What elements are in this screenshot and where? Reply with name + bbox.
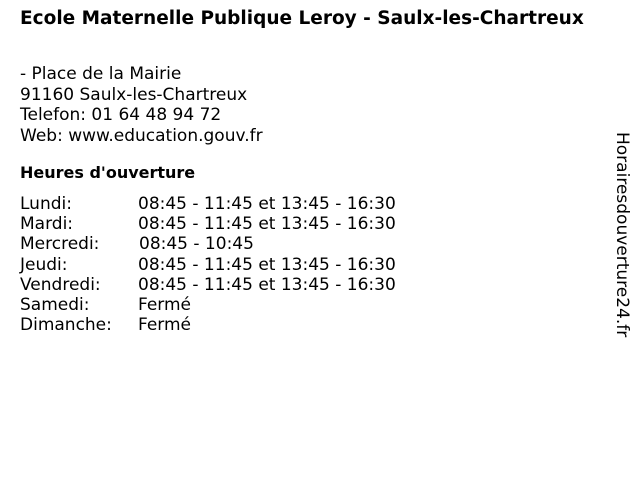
- hours-heading: Heures d'ouverture: [20, 163, 196, 182]
- day-label: Lundi:: [20, 194, 72, 214]
- day-label: Mardi:: [20, 214, 74, 235]
- time-value: 08:45 - 11:45 et 13:45 - 16:30: [138, 194, 396, 214]
- time-value: 08:45 - 11:45 et 13:45 - 16:30: [138, 214, 396, 235]
- time-value: 08:45 - 11:45 et 13:45 - 16:30: [138, 254, 396, 275]
- website: Web: www.education.gouv.fr: [20, 125, 263, 146]
- time-value: Fermé: [138, 294, 192, 315]
- time-value: 08:45 - 11:45 et 13:45 - 16:30: [138, 274, 396, 295]
- address-city: 91160 Saulx-les-Chartreux: [20, 84, 248, 105]
- day-label: Mercredi:: [20, 234, 100, 255]
- time-value: Fermé: [138, 315, 192, 336]
- page-title: Ecole Maternelle Publique Leroy - Saulx-les-Chartreux: [20, 8, 584, 29]
- address-street: - Place de la Mairie: [20, 64, 182, 84]
- day-label: Samedi:: [20, 294, 90, 315]
- site-watermark: Horairesdouverture24.fr: [612, 132, 632, 338]
- address-block: [20, 64, 263, 146]
- day-label: Vendredi:: [20, 274, 101, 295]
- time-value: 08:45 - 10:45: [139, 234, 254, 255]
- phone-number: Telefon: 01 64 48 94 72: [20, 105, 222, 125]
- day-label: Jeudi:: [20, 254, 68, 275]
- day-label: Dimanche:: [20, 315, 112, 336]
